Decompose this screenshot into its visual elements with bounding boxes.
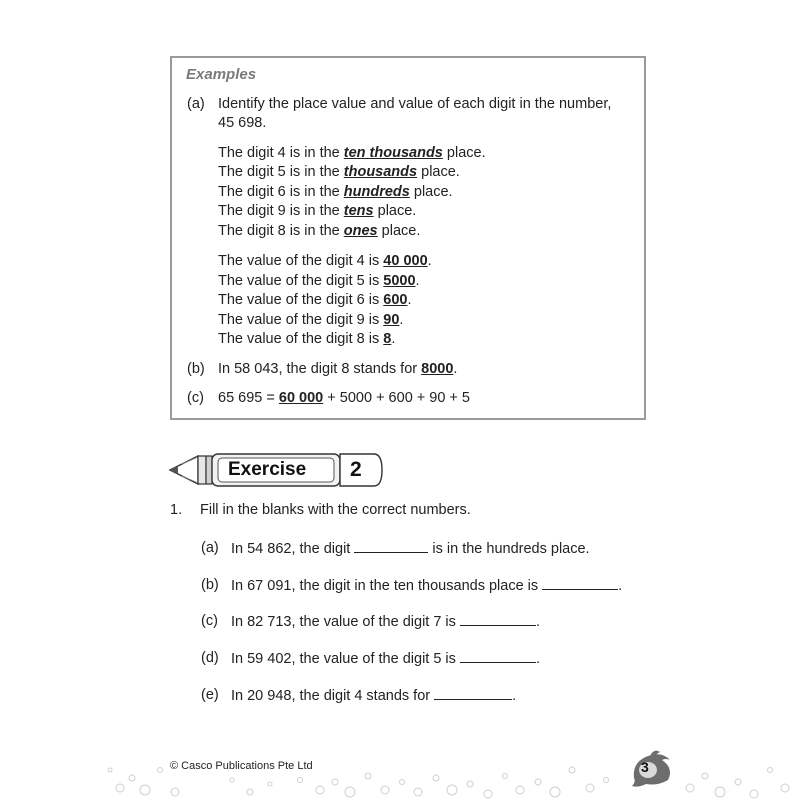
part-label: (e) (201, 687, 219, 703)
example-b-text: In 58 043, the digit 8 stands for 8000. (218, 361, 458, 377)
example-c-answer: 60 000 (278, 390, 324, 406)
example-a-question-line1: Identify the place value and value of each digit in the number, (218, 96, 612, 112)
copyright-text: © Casco Publications Pte Ltd (170, 760, 313, 772)
example-c-text: 65 695 = 60 000 + 5000 + 600 + 90 + 5 (218, 390, 470, 406)
answer-blank[interactable] (542, 577, 618, 590)
value-answer: 8 (383, 331, 392, 347)
exercise-title: Exercise (228, 459, 307, 480)
bubble-decoration (0, 740, 800, 800)
example-a-question-line2: 45 698. (218, 115, 267, 131)
value-answer: 40 000 (383, 253, 428, 269)
place-line: The digit 6 is in the hundreds place. (218, 184, 453, 200)
list-item: In 54 862, the digit is in the hundreds place. (231, 541, 590, 557)
place-line: The digit 4 is in the ten thousands place. (218, 145, 486, 161)
place-answer: thousands (343, 164, 418, 180)
answer-blank[interactable] (354, 540, 428, 553)
value-line: The value of the digit 6 is 600. (218, 292, 412, 308)
list-item: In 67 091, the digit in the ten thousands place is . (231, 578, 623, 594)
place-answer: ones (343, 223, 378, 239)
place-line: The digit 5 is in the thousands place. (218, 164, 460, 180)
value-answer: 90 (383, 312, 400, 328)
exercise-number: 2 (350, 458, 362, 481)
part-label: (c) (201, 613, 218, 629)
part-label: (b) (201, 577, 219, 593)
example-b-answer: 8000 (421, 361, 454, 377)
place-line: The digit 8 is in the ones place. (218, 223, 421, 239)
list-item: In 20 948, the digit 4 stands for . (231, 688, 517, 704)
value-answer: 5000 (383, 273, 416, 289)
part-label: (a) (201, 540, 219, 556)
question-1-instruction: Fill in the blanks with the correct numbers. (200, 502, 471, 518)
page-number: 3 (641, 759, 649, 775)
value-line: The value of the digit 8 is 8. (218, 331, 396, 347)
value-line: The value of the digit 4 is 40 000. (218, 253, 432, 269)
place-line: The digit 9 is in the tens place. (218, 203, 417, 219)
part-label: (d) (201, 650, 219, 666)
value-line: The value of the digit 5 is 5000. (218, 273, 420, 289)
value-answer: 600 (383, 292, 408, 308)
example-a-label: (a) (187, 96, 205, 112)
list-item: In 59 402, the value of the digit 5 is . (231, 651, 540, 667)
answer-blank[interactable] (434, 687, 512, 700)
examples-title: Examples (186, 66, 257, 83)
list-item: In 82 713, the value of the digit 7 is . (231, 614, 540, 630)
question-1-label: 1. (170, 502, 183, 518)
answer-blank[interactable] (460, 613, 536, 626)
value-line: The value of the digit 9 is 90. (218, 312, 404, 328)
place-answer: ten thousands (343, 145, 443, 161)
example-b-label: (b) (187, 361, 205, 377)
place-answer: hundreds (343, 184, 410, 200)
place-answer: tens (343, 203, 374, 219)
answer-blank[interactable] (460, 650, 536, 663)
example-c-label: (c) (187, 390, 204, 406)
dolphin-icon (628, 748, 678, 788)
